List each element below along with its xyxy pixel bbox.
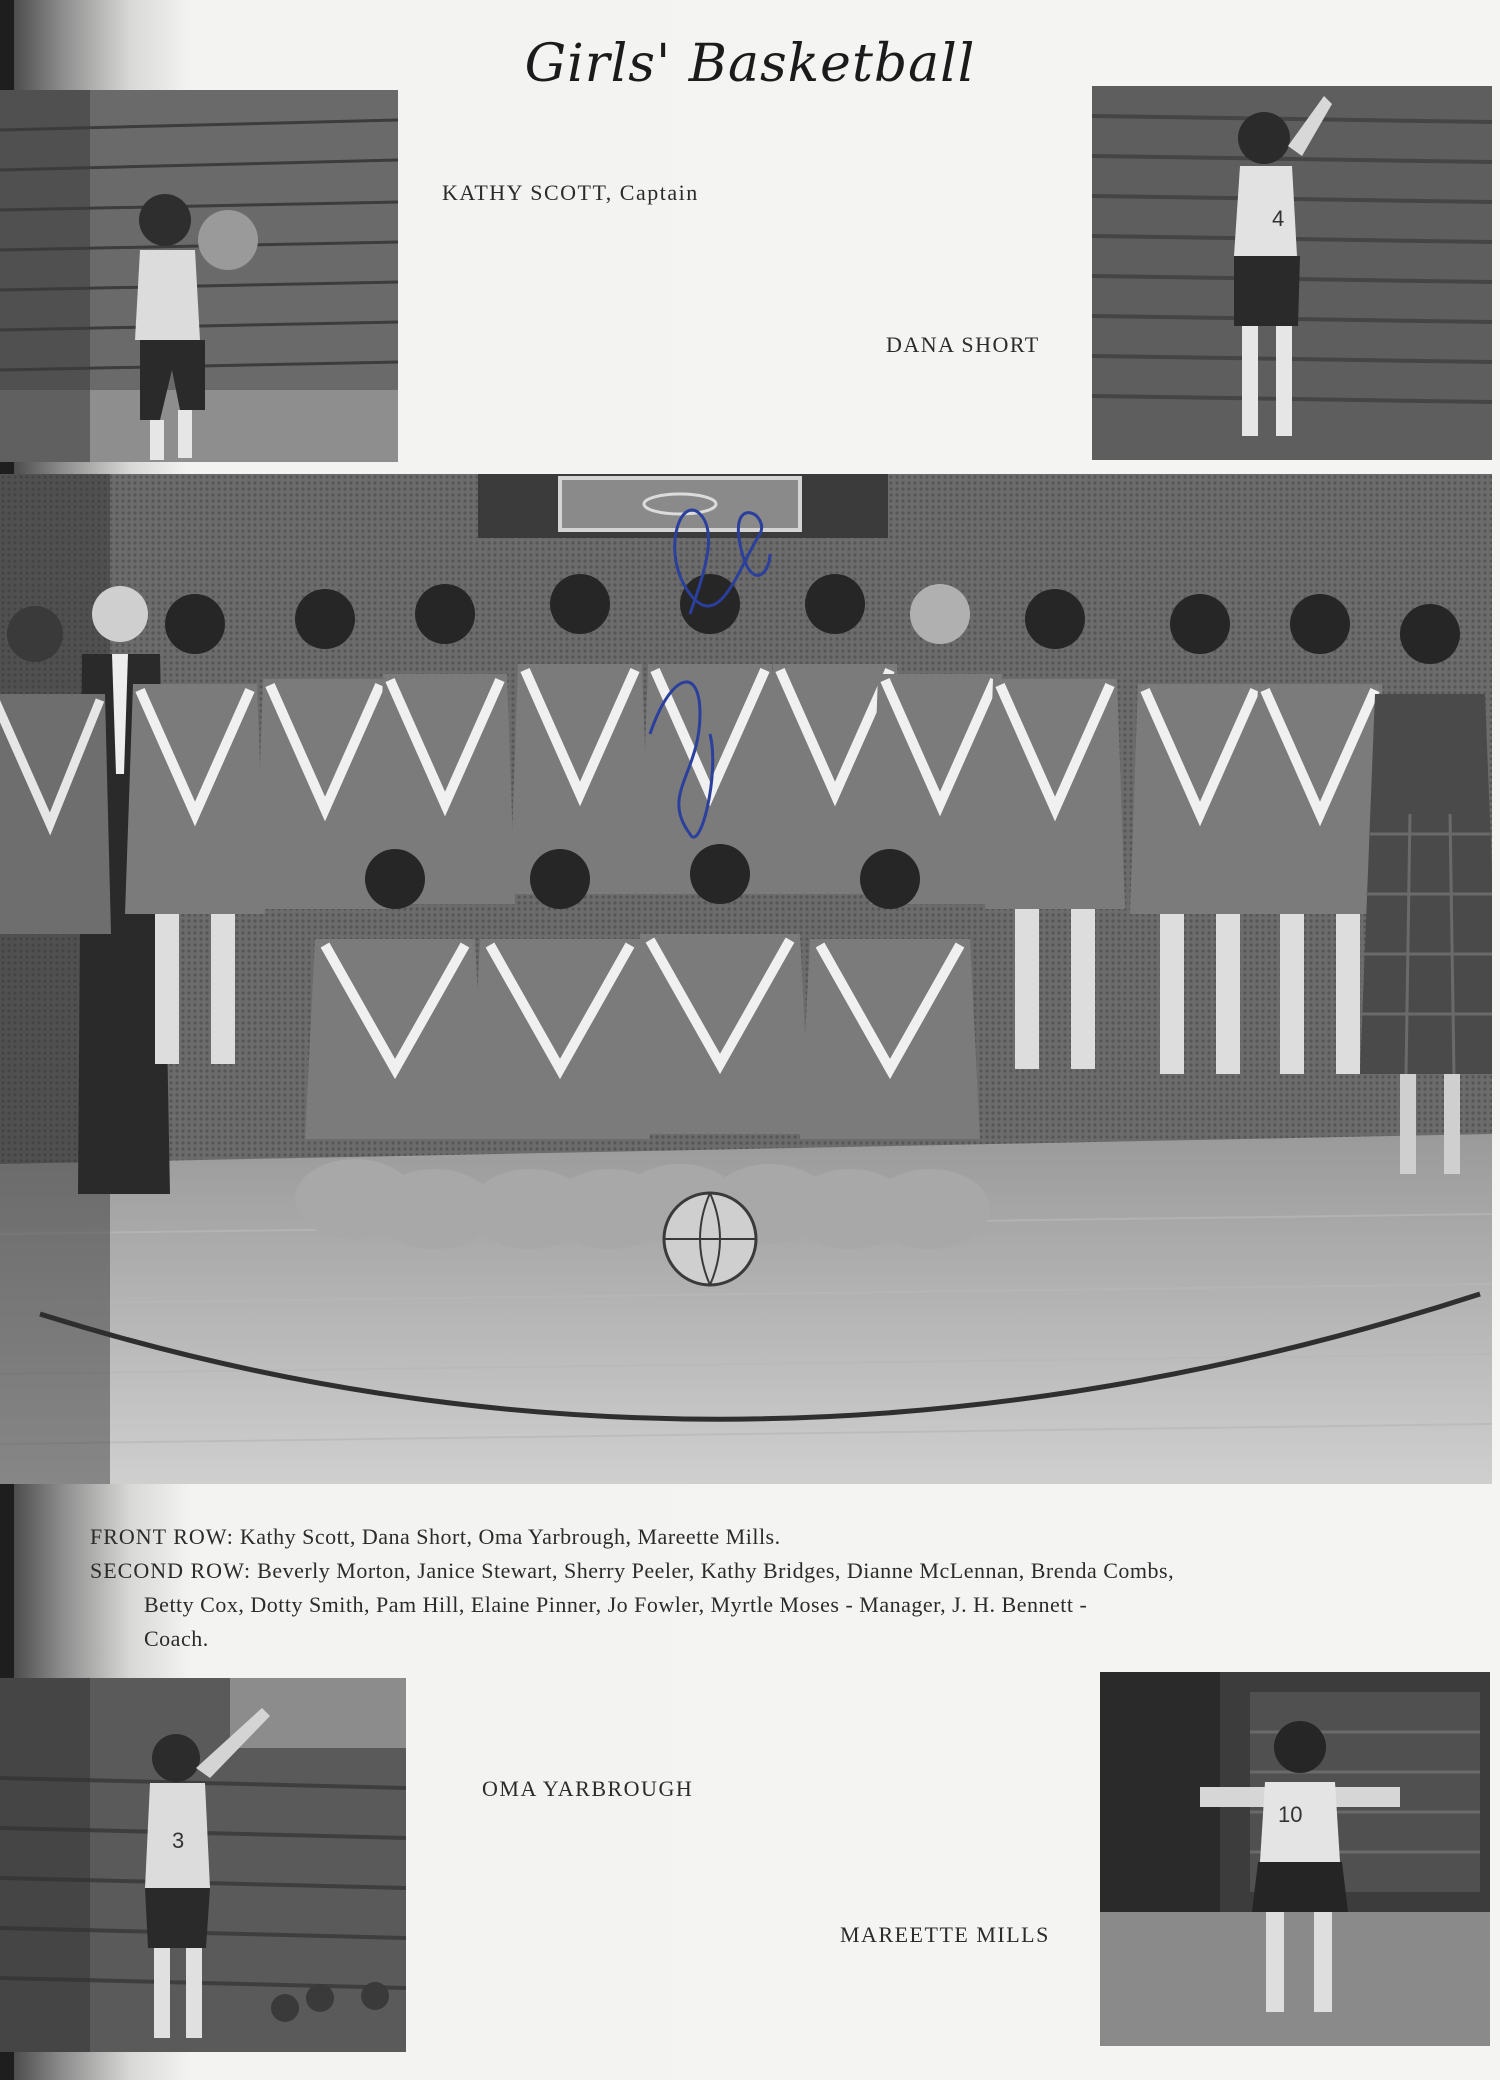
- second-row-names-1: Beverly Morton, Janice Stewart, Sherry Peeler, Kathy Bridges, Dianne McLennan, Brenda Combs,: [257, 1558, 1175, 1583]
- dana-short-caption: DANA SHORT: [886, 332, 1040, 357]
- second-row-names-2: Betty Cox, Dotty Smith, Pam Hill, Elaine Pinner, Jo Fowler, Myrtle Moses - Manager, J. H. Bennett -: [144, 1592, 1088, 1617]
- oma-yarbrough-photo: [0, 1678, 406, 2052]
- second-row-label: SECOND ROW:: [90, 1558, 252, 1583]
- team-roster-caption: [90, 1520, 1430, 1656]
- svg-text:4: 4: [1272, 206, 1285, 231]
- dana-short-photo: [1092, 86, 1492, 460]
- page-title: Girls' Basketball: [524, 34, 976, 94]
- kathy-scott-role: Captain: [619, 180, 699, 205]
- mareette-mills-photo: [1100, 1672, 1490, 2046]
- front-row-label: FRONT ROW:: [90, 1524, 234, 1549]
- svg-text:10: 10: [1278, 1802, 1303, 1827]
- mareette-mills-caption: MAREETTE MILLS: [840, 1922, 1050, 1947]
- oma-yarbrough-caption: OMA YARBROUGH: [482, 1776, 694, 1801]
- kathy-scott-name: KATHY SCOTT: [442, 180, 606, 205]
- team-photo: [0, 474, 1492, 1484]
- second-row-line: [90, 1554, 1430, 1588]
- front-row-line: [90, 1520, 1430, 1554]
- front-row-names: Kathy Scott, Dana Short, Oma Yarbrough, Mareette Mills.: [239, 1524, 781, 1549]
- kathy-scott-caption: KATHY SCOTT, Captain: [442, 180, 699, 205]
- second-row-names-3: Coach.: [144, 1626, 209, 1651]
- svg-text:3: 3: [172, 1828, 185, 1853]
- kathy-scott-photo: [0, 90, 398, 462]
